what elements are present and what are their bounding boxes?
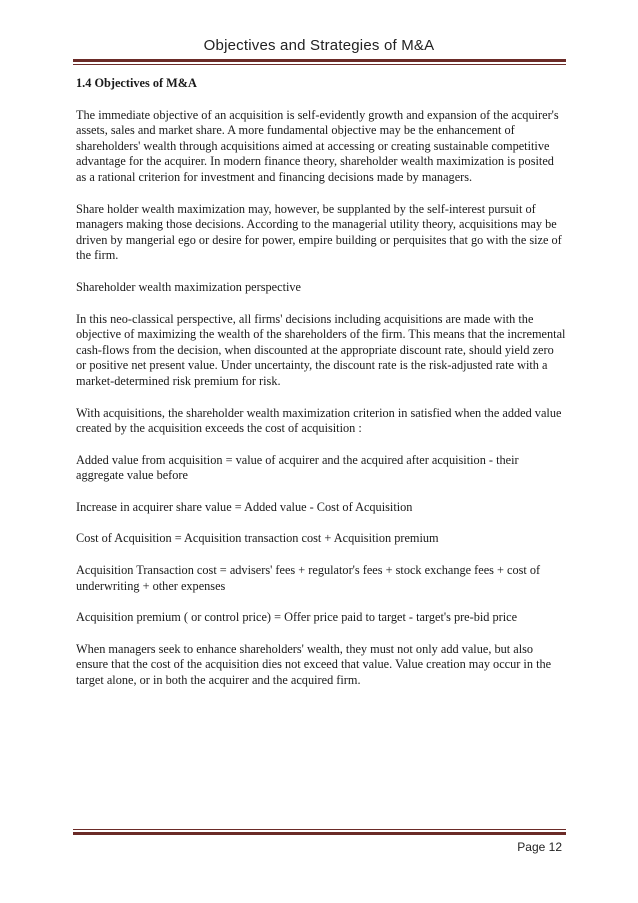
header-rule-thick [73,59,566,62]
formula-paragraph: Added value from acquisition = value of acquirer and the acquired after acquisition - their aggregate value before [76,452,519,483]
paragraph: With acquisitions, the shareholder wealth maximization criterion in satisfied when the added value created by the acquisition exceeds the cost of acquisition : [76,405,562,436]
paragraph: When managers seek to enhance shareholders' wealth, they must not only add value, but also ensure that the cost of the acquisition dies not exceed that value. Value creation may occur in the target alone, or in both the acquirer and the acquired firm. [76,641,552,688]
paragraph: Share holder wealth maximization may, however, be supplanted by the self-interest pursuit of managers making those decisions. According to the managerial utility theory, acquisitions may be driven by mangerial ego or desire for power, empire building or perquisites that go with the size of the firm. [76,201,562,263]
page-header-title: Objectives and Strategies of M&A [203,37,435,54]
header-rule-thin [73,64,566,65]
section-heading: 1.4 Objectives of M&A [76,76,197,90]
formula-paragraph: Increase in acquirer share value = Added value - Cost of Acquisition [76,499,413,514]
subheading-paragraph: Shareholder wealth maximization perspective [76,279,302,294]
footer-rule-thin [73,829,566,830]
page-number: Page 12 [517,840,562,854]
formula-paragraph: Acquisition Transaction cost = advisers' fees + regulator's fees + stock exchange fees + cost of underwriting + other expenses [76,563,541,593]
paragraph: In this neo-classical perspective, all firms' decisions including acquisitions are made with the objective of maximizing the wealth of the shareholders of the firm. This means that the incremental cash-flows from the decision, when discounted at the appropriate discount rate, should yield zero or positive net present value. Under uncertainty, the discount rate is the risk-adjusted rate with a market-determined risk premium for risk. [76,311,566,388]
formula-paragraph: Cost of Acquisition = Acquisition transaction cost + Acquisition premium [76,531,439,546]
page-body [76,76,566,705]
formula-paragraph: Acquisition premium ( or control price) = Offer price paid to target - target's pre-bid price [76,610,518,625]
footer-rule-thick [73,832,566,835]
paragraph: The immediate objective of an acquisition is self-evidently growth and expansion of the acquirer's assets, sales and market share. A more fundamental objective may be the enhancement of shareholders' wealth through acquisitions aimed at accessing or creating sustainable competitive advantage for the acquirer. In modern finance theory, shareholder wealth maximization is posited as a rational criterion for investment and financing decisions made by managers. [76,107,559,184]
